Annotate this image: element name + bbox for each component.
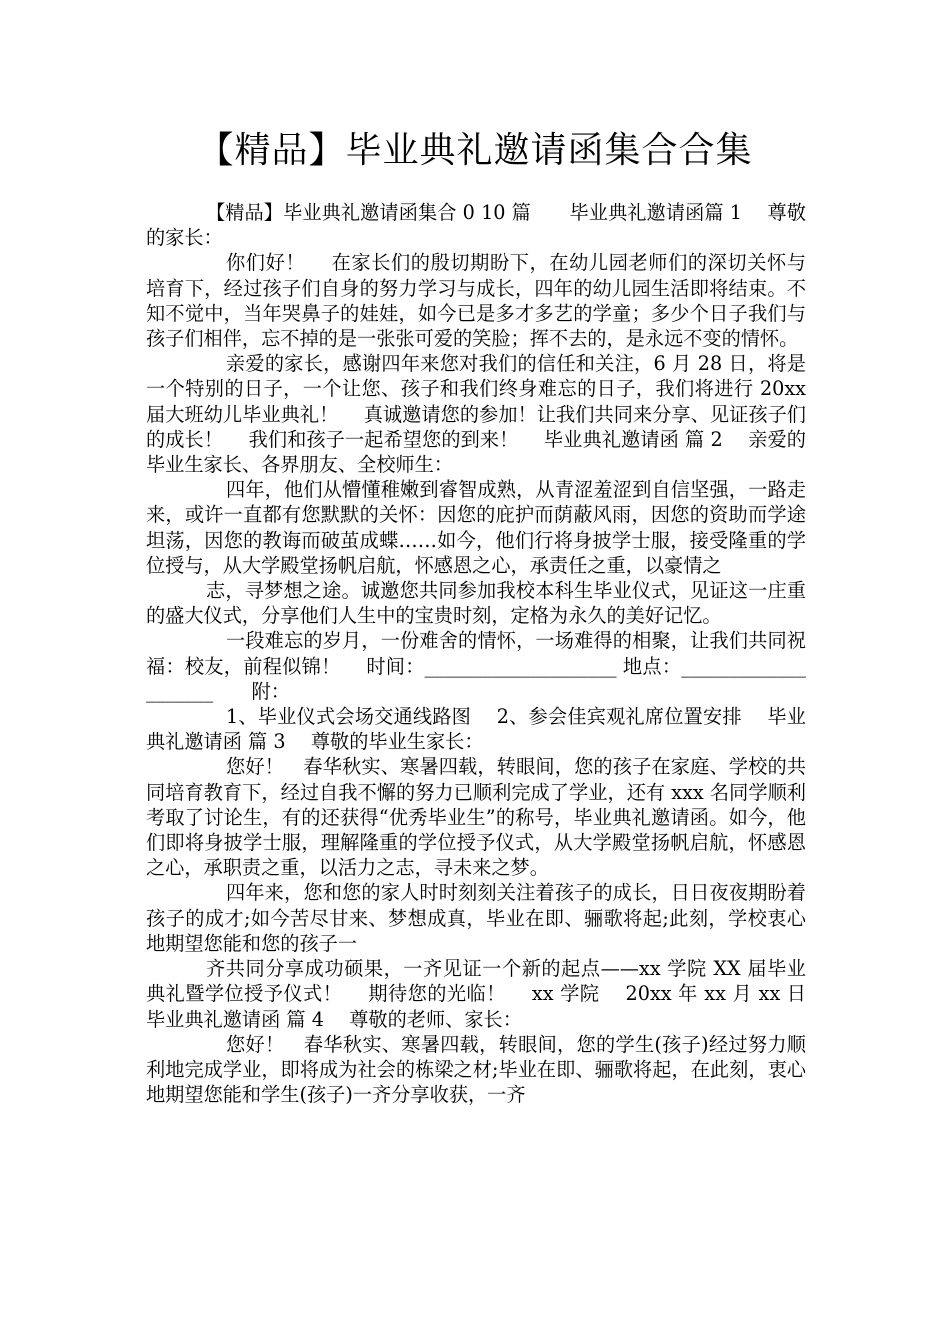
document-body [146,200,832,1107]
paragraph-greeting-3: 您好！ 春华秋实、寒暑四载，转眼间，您的孩子在家庭、学校的共同培育教育下，经过自我不懈的努力已顺利完成了学业，还有 xxx 名同学顺利考取了讨论生，有的还获得“优秀毕业生”的称号，毕业典礼邀请函。如今，他们即将身披学士服，理解隆重的学位授予仪式，从大学殿堂扬帆启航，怀感恩之心，承职责之重，以活力之志，寻未来之梦。 [146,755,806,880]
document-title: 【精品】毕业典礼邀请函集合合集 [197,130,753,171]
paragraph-attachments: 1、毕业仪式会场交通线路图 2、参会佳宾观礼席位置安排 毕业典礼邀请函 篇 3 尊敬的毕业生家长： [146,705,806,754]
paragraph-greeting-1: 你们好！ 在家长们的殷切期盼下，在幼儿园老师们的深切关怀与培育下，经过孩子们自身的努力学习与成长，四年的幼儿园生活即将结束。不知不觉中，当年哭鼻子的娃娃，如今已是多才多艺的学童；多少个日子我们与孩子们相伴，忘不掉的是一张张可爱的笑脸；挥不去的，是永远不变的情怀。 [146,251,806,351]
paragraph-greeting-4: 您好！ 春华秋实、寒暑四载，转眼间，您的学生(孩子)经过努力顺利地完成学业，即将成为社会的栋梁之材;毕业在即、骊歌将起，在此刻，衷心地期望您能和学生(孩子)一齐分享收获，一齐 [146,1032,806,1107]
paragraph-intro: 【精品】毕业典礼邀请函集合 0 10 篇 毕业典礼邀请函篇 1 尊敬的家长： [146,201,806,250]
paragraph-parents-care: 四年来，您和您的家人时时刻刻关注着孩子的成长，日日夜夜期盼着孩子的成才;如今苦尽甘来、梦想成真，毕业在即、骊歌将起;此刻，学校衷心地期望您能和您的孩子一 [146,881,806,955]
paragraph-invitation-1: 亲爱的家长，感谢四年来您对我们的信任和关注，6 月 28 日，将是一个特别的日子，一个让您、孩子和我们终身难忘的日子，我们将进行 20xx 届大班幼儿毕业典礼！ 真诚邀请您的参加！让我们共同来分享、见证孩子们的成长！ 我们和孩子一起希望您的到来！ 毕业典礼邀请函 篇 2 亲爱的毕业生家长、各界朋友、全校师生： [146,352,806,477]
paragraph-four-years: 四年，他们从懵懂稚嫩到睿智成熟，从青涩羞涩到自信坚强，一路走来，或许一直都有您默默的关怀：因您的庇护而荫蔽风雨，因您的资助而学途坦荡，因您的教诲而破茧成蝶……如今，他们行将身披学士服，接受隆重的学位授与，从大学殿堂扬帆启航，怀感恩之心，承责任之重，以豪情之 [146,478,806,577]
paragraph-share-success: 齐共同分享成功硕果，一齐见证一个新的起点——xx 学院 XX 届毕业典礼暨学位授予仪式！ 期待您的光临！ xx 学院 20xx 年 xx 月 xx 日 毕业典礼邀请函 篇 4 尊敬的老师、家长： [146,957,832,1031]
paragraph-ceremony-invite: 志，寻梦想之途。诚邀您共同参加我校本科生毕业仪式，见证这一庄重的盛大仪式，分享他们人生中的宝贵时刻，定格为永久的美好记忆。 [146,579,806,628]
paragraph-time-place: 一段难忘的岁月，一份难舍的情怀，一场难得的相聚，让我们共同祝福：校友，前程似锦！ 时间：____________________ 地点：____________________ 附： [146,629,806,703]
